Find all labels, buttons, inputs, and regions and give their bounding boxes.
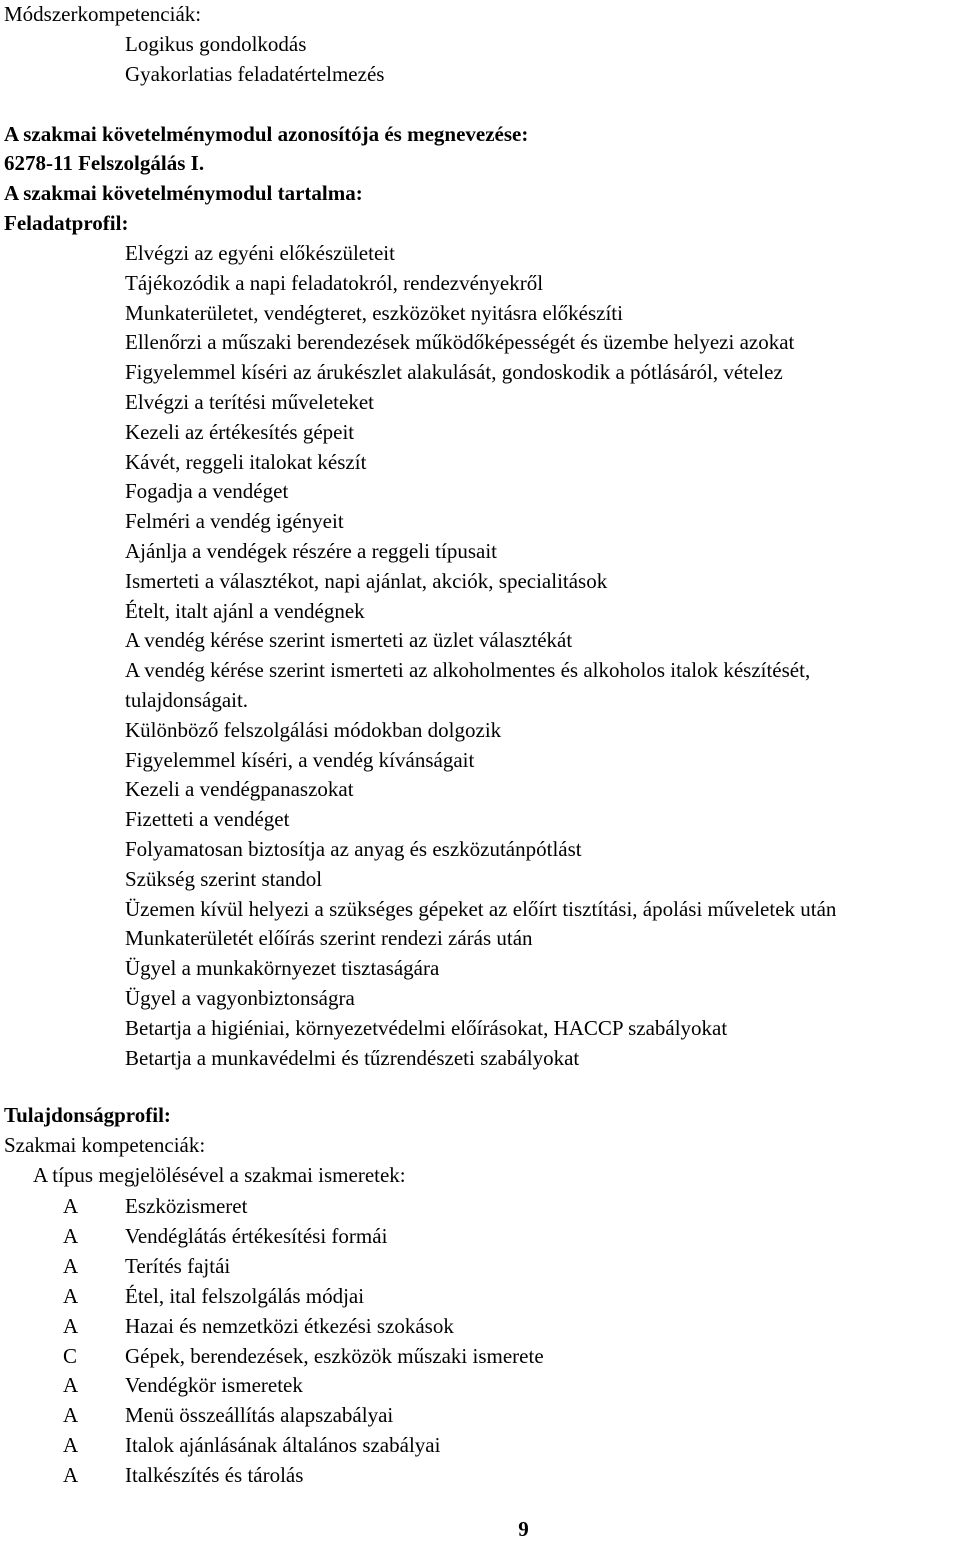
knowledge-text: Étel, ital felszolgálás módjai: [125, 1284, 365, 1308]
module-content-heading: A szakmai követelménymodul tartalma:: [4, 181, 363, 205]
knowledge-text: Vendégkör ismeretek: [125, 1373, 303, 1397]
task-item: Üzemen kívül helyezi a szükséges gépeket az előírt tisztítási, ápolási műveletek után: [125, 897, 837, 921]
task-item: A vendég kérése szerint ismerteti az alkoholmentes és alkoholos italok készítését,: [125, 658, 811, 682]
knowledge-type: C: [63, 1344, 78, 1368]
method-item: Logikus gondolkodás: [125, 32, 307, 56]
knowledge-text: Italkészítés és tárolás: [125, 1463, 304, 1487]
knowledge-text: Eszközismeret: [125, 1194, 248, 1218]
knowledge-type: A: [63, 1284, 79, 1308]
task-item: Különböző felszolgálási módokban dolgozik: [125, 718, 502, 742]
module-id-heading: A szakmai követelménymodul azonosítója és megnevezése:: [4, 122, 529, 146]
task-item: Betartja a munkavédelmi és tűzrendészeti szabályokat: [125, 1046, 580, 1070]
page-number: 9: [518, 1517, 529, 1541]
task-item: tulajdonságait.: [125, 688, 249, 712]
task-item: Ügyel a vagyonbiztonságra: [125, 986, 355, 1010]
task-item: Ügyel a munkakörnyezet tisztaságára: [125, 956, 440, 980]
task-item: Ismerteti a választékot, napi ajánlat, akciók, specialitások: [125, 569, 608, 593]
task-item: Figyelemmel kíséri az árukészlet alakulását, gondoskodik a pótlásáról, vételez: [125, 360, 783, 384]
task-item: Fizetteti a vendéget: [125, 807, 290, 831]
task-item: Figyelemmel kíséri, a vendég kívánságait: [125, 748, 475, 772]
knowledge-text: Terítés fajtái: [125, 1254, 231, 1278]
knowledge-type: A: [63, 1194, 79, 1218]
task-item: Ételt, italt ajánl a vendégnek: [125, 599, 365, 623]
task-item: A vendég kérése szerint ismerteti az üzlet választékát: [125, 628, 573, 652]
knowledge-type: A: [63, 1254, 79, 1278]
knowledge-text: Hazai és nemzetközi étkezési szokások: [125, 1314, 454, 1338]
task-item: Betartja a higiéniai, környezetvédelmi előírásokat, HACCP szabályokat: [125, 1016, 728, 1040]
knowledge-type: A: [63, 1373, 79, 1397]
task-item: Tájékozódik a napi feladatokról, rendezvényekről: [125, 271, 544, 295]
task-item: Ajánlja a vendégek részére a reggeli típusait: [125, 539, 497, 563]
knowledge-text: Gépek, berendezések, eszközök műszaki ismerete: [125, 1344, 544, 1368]
knowledge-type: A: [63, 1224, 79, 1248]
task-item: Munkaterületet, vendégteret, eszközöket nyitásra előkészíti: [125, 301, 623, 325]
method-item: Gyakorlatias feladatértelmezés: [125, 62, 385, 86]
task-item: Kezeli a vendégpanaszokat: [125, 777, 354, 801]
knowledge-text: Vendéglátás értékesítési formái: [125, 1224, 388, 1248]
knowledge-type: A: [63, 1433, 79, 1457]
method-competences-heading: Módszerkompetenciák:: [4, 2, 202, 26]
type-knowledge-heading: A típus megjelölésével a szakmai ismeretek:: [33, 1163, 406, 1187]
task-item: Szükség szerint standol: [125, 867, 323, 891]
professional-competences-heading: Szakmai kompetenciák:: [4, 1133, 206, 1157]
knowledge-text: Italok ajánlásának általános szabályai: [125, 1433, 441, 1457]
task-item: Elvégzi az egyéni előkészületeit: [125, 241, 395, 265]
task-item: Ellenőrzi a műszaki berendezések működőképességét és üzembe helyezi azokat: [125, 330, 795, 354]
task-item: Kezeli az értékesítés gépeit: [125, 420, 355, 444]
task-item: Munkaterületét előírás szerint rendezi zárás után: [125, 926, 533, 950]
knowledge-text: Menü összeállítás alapszabályai: [125, 1403, 394, 1427]
task-profile-heading: Feladatprofil:: [4, 211, 129, 235]
task-item: Felméri a vendég igényeit: [125, 509, 344, 533]
task-item: Kávét, reggeli italokat készít: [125, 450, 367, 474]
task-item: Elvégzi a terítési műveleteket: [125, 390, 374, 414]
knowledge-type: A: [63, 1314, 79, 1338]
task-item: Fogadja a vendéget: [125, 479, 289, 503]
module-id-value: 6278-11 Felszolgálás I.: [4, 151, 205, 175]
knowledge-type: A: [63, 1403, 79, 1427]
property-profile-heading: Tulajdonságprofil:: [4, 1103, 171, 1127]
knowledge-type: A: [63, 1463, 79, 1487]
task-item: Folyamatosan biztosítja az anyag és eszközutánpótlást: [125, 837, 582, 861]
